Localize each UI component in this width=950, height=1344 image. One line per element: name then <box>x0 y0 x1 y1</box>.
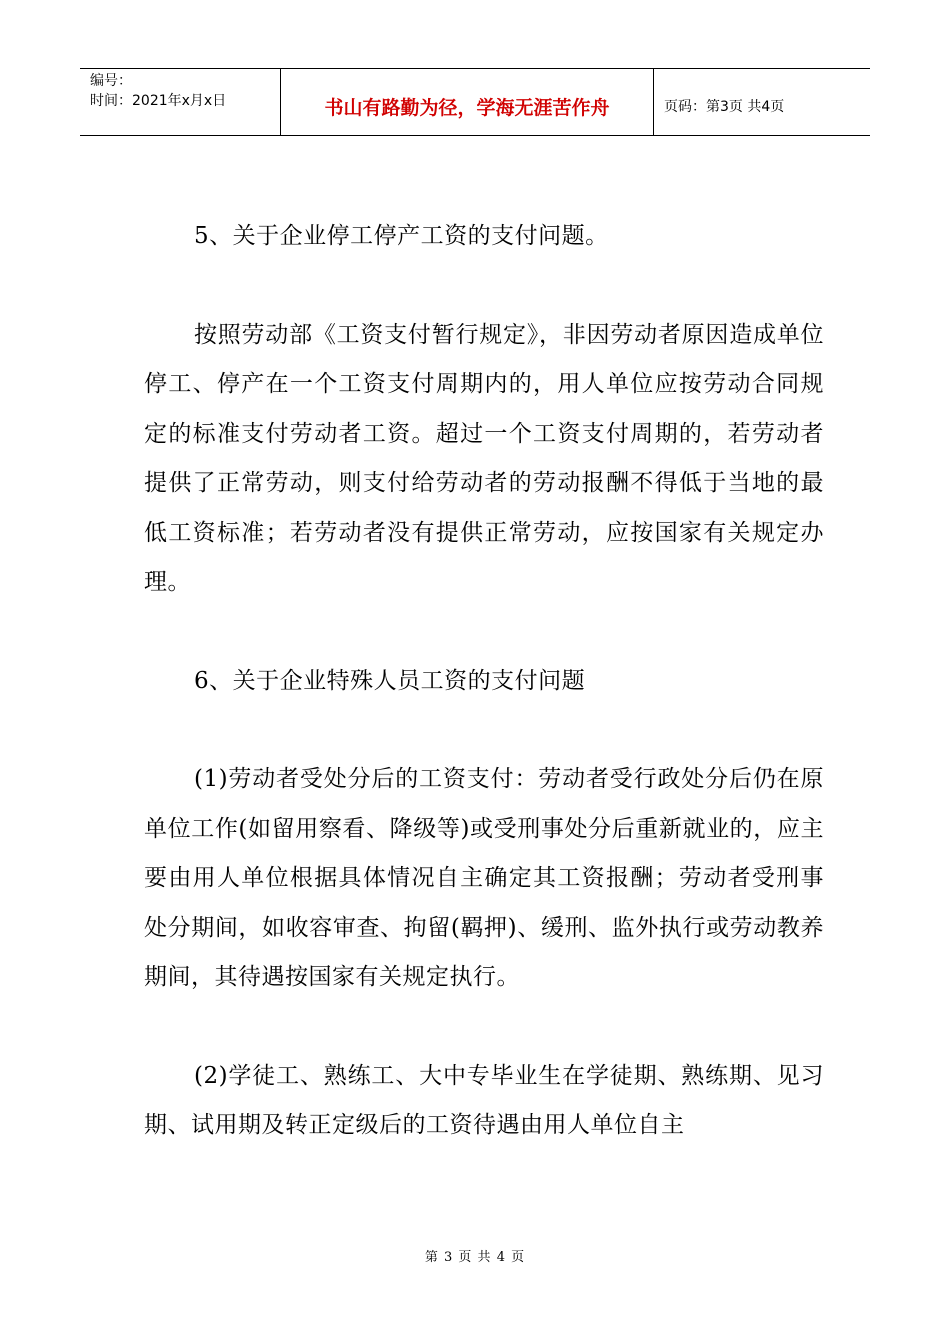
paragraph-6-2: (2)学徒工、熟练工、大中专毕业生在学徒期、熟练期、见习期、试用期及转正定级后的工资待遇由用人单位自主 <box>144 1062 824 1138</box>
document-time-label: 时间：2021年x月x日 <box>90 93 227 109</box>
header-page-cell <box>654 69 870 135</box>
header-motto: 书山有路勤为径，学海无涯苦作舟 <box>324 96 610 119</box>
header-page-number: 页码：第3页 共4页 <box>664 99 785 115</box>
header-motto-cell <box>281 69 654 135</box>
document-number-label: 编号： <box>90 73 132 89</box>
paragraph-5: 按照劳动部《工资支付暂行规定》，非因劳动者原因造成单位停工、停产在一个工资支付周期内的，用人单位应按劳动合同规定的标准支付劳动者工资。超过一个工资支付周期的，若劳动者提供了正常劳动，则支付给劳动者的劳动报酬不得低于当地的最低工资标准；若劳动者没有提供正常劳动，应按国家有关规定办理。 <box>144 321 824 595</box>
section-heading-6: 6、关于企业特殊人员工资的支付问题 <box>194 667 586 694</box>
header-meta-cell <box>80 69 281 135</box>
section-heading-5: 5、关于企业停工停产工资的支付问题。 <box>194 223 609 249</box>
page-header <box>80 68 870 136</box>
document-body <box>144 212 824 1151</box>
page-footer: 第 3 页 共 4 页 <box>424 1250 526 1265</box>
paragraph-6-1: (1)劳动者受处分后的工资支付：劳动者受行政处分后仍在原单位工作(如留用察看、降级等)或受刑事处分后重新就业的，应主要由用人单位根据具体情况自主确定其工资报酬；劳动者受刑事处分期间，如收容审查、拘留(羁押)、缓刑、监外执行或劳动教养期间，其待遇按国家有关规定执行。 <box>144 766 824 990</box>
